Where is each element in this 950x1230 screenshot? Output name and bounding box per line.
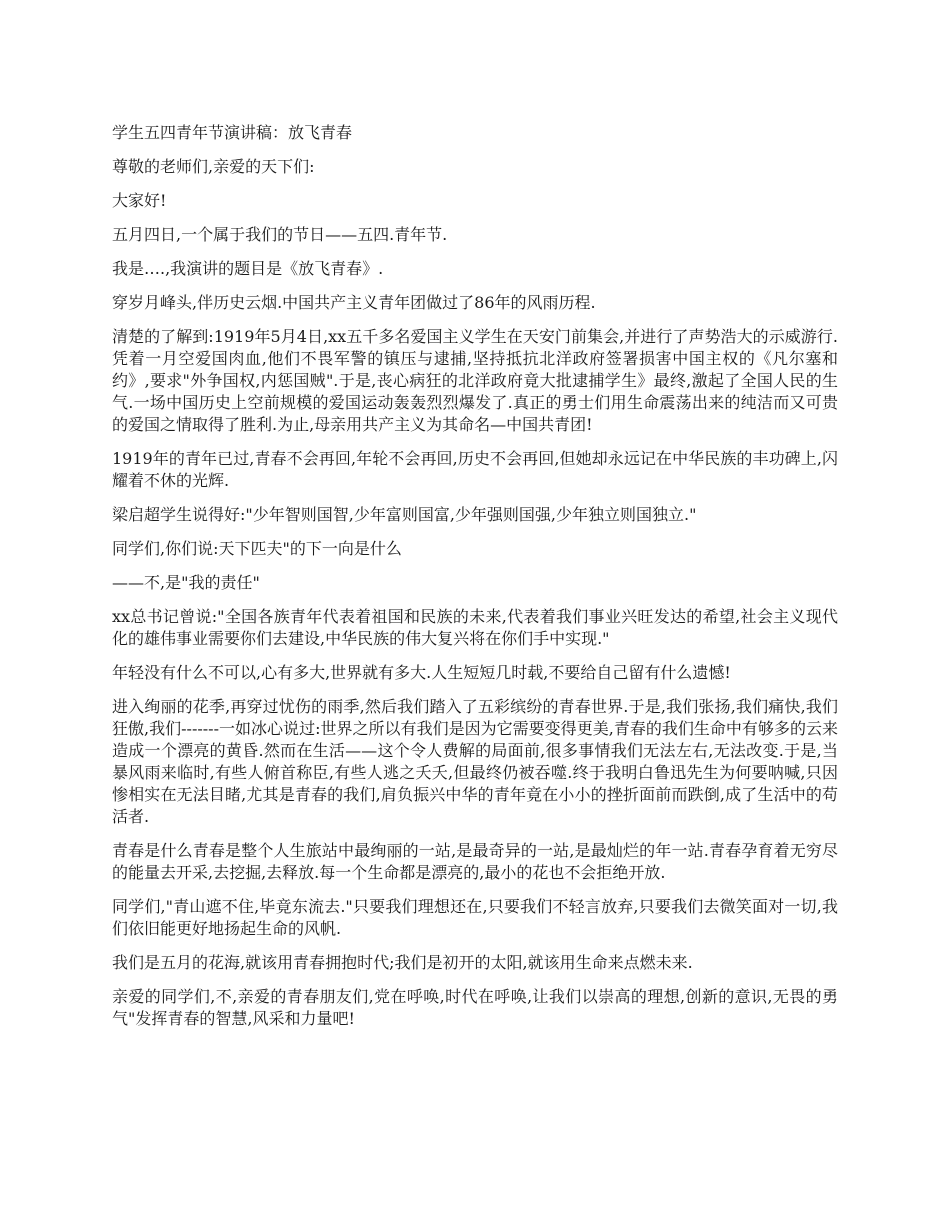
paragraph-closing: 亲爱的同学们,不,亲爱的青春朋友们,党在呼唤,时代在呼唤,让我们以崇高的理想,创新的意识,无畏的勇气"发挥青春的智慧,风采和力量吧!	[112, 987, 838, 1028]
paragraph: 清楚的了解到:1919年5月4日,xx五千多名爱国主义学生在天安门前集会,并进行了声势浩大的示威游行.凭着一月空爱国肉血,他们不畏军警的镇压与逮捕,坚持抵抗北洋政府签署损害中国主权的《凡尔塞和约》,要求"外争国权,内惩国贼".于是,丧心病狂的北洋政府竟大批逮捕学生》最终,激起了全国人民的生气.一场中国历史上空前规模的爱国运动轰轰烈烈爆发了.真正的勇士们用生命震荡出来的纯洁而又可贵的爱国之情取得了胜利.为止,母亲用共产主义为其命名—中国共青团!	[112, 327, 838, 434]
paragraph: 同学们,你们说:天下匹夫"的下一向是什么	[112, 539, 402, 558]
paragraph: 年轻没有什么不可以,心有多大,世界就有多大.人生短短几时载,不要给自己留有什么遗憾!	[112, 663, 731, 682]
paragraph: 五月四日,一个属于我们的节日——五四.青年节.	[112, 225, 448, 244]
paragraph: 我是….,我演讲的题目是《放飞青春》.	[112, 259, 384, 278]
paragraph: 进入绚丽的花季,再穿过忧伤的雨季,然后我们踏入了五彩缤纷的青春世界.于是,我们张扬,我们痛快,我们狂傲,我们-------一如冰心说过:世界之所以有我们是因为它需要变得更美,青春的我们生命中有够多的云来造成一个漂亮的黄昏.然而在生活——这个令人费解的局面前,很多事情我们无法左右,无法改变.于是,当暴风雨来临时,有些人俯首称臣,有些人逃之夭夭,但最终仍被吞噬.终于我明白鲁迅先生为何要呐喊,只因惨相实在无法目睹,尤其是青春的我们,肩负振兴中华的青年竟在小小的挫折面前而跌倒,成了生活中的苟活者.	[112, 697, 838, 826]
paragraph: xx总书记曾说:"全国各族青年代表着祖国和民族的未来,代表着我们事业兴旺发达的希望,社会主义现代化的雄伟事业需要你们去建设,中华民族的伟大复兴将在你们手中实现."	[112, 607, 838, 648]
paragraph-greeting: 大家好!	[112, 191, 167, 210]
paragraph: 穿岁月峰头,伴历史云烟.中国共产主义青年团做过了86年的风雨历程.	[112, 293, 596, 312]
paragraph: 同学们,"青山遮不住,毕竟东流去."只要我们理想还在,只要我们不轻言放弃,只要我们去微笑面对一切,我们依旧能更好地扬起生命的风帆.	[112, 897, 838, 938]
paragraph: 我们是五月的花海,就该用青春拥抱时代;我们是初开的太阳,就该用生命来点燃未来.	[112, 953, 693, 972]
paragraph: 1919年的青年已过,青春不会再回,年轮不会再回,历史不会再回,但她却永远记在中华民族的丰功碑上,闪耀着不休的光辉.	[112, 449, 838, 490]
paragraph-salutation: 尊敬的老师们,亲爱的天下们:	[112, 157, 315, 176]
paragraph: ——不,是"我的责任"	[112, 573, 260, 592]
paragraph: 青春是什么青春是整个人生旅站中最绚丽的一站,是最奇异的一站,是最灿烂的年一站.青春孕育着无穷尽的能量去开采,去挖掘,去释放.每一个生命都是漂亮的,最小的花也不会拒绝开放.	[112, 841, 838, 882]
document-title: 学生五四青年节演讲稿：放飞青春	[112, 123, 353, 142]
paragraph: 梁启超学生说得好:"少年智则国智,少年富则国富,少年强则国强,少年独立则国独立."	[112, 505, 697, 524]
